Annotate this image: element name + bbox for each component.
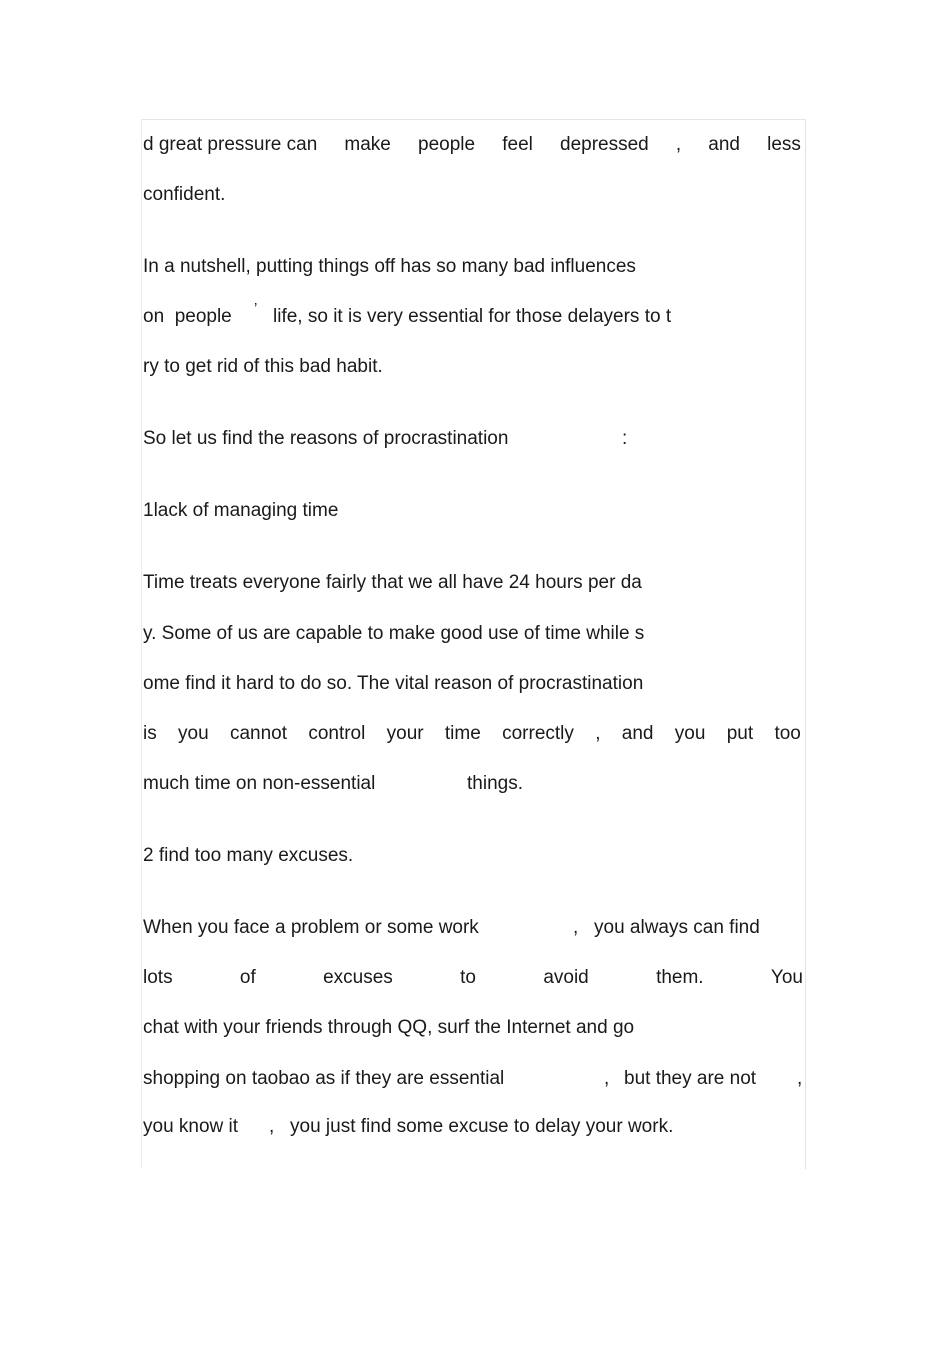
text-line-2: confident.	[143, 184, 226, 205]
text-line-12a: much time on non-essential	[143, 773, 376, 794]
text-line-17d: ,	[797, 1068, 803, 1089]
heading-1: 1lack of managing time	[143, 500, 339, 521]
text-line-17b: ,	[604, 1068, 610, 1089]
apostrophe-mark: ’	[254, 300, 258, 317]
text-line-12b: things.	[467, 773, 523, 794]
text-line-16: chat with your friends through QQ, surf the Internet and go	[143, 1017, 635, 1038]
text-line-5: ry to get rid of this bad habit.	[143, 356, 383, 377]
colon-mark: :	[622, 428, 628, 449]
text-line-17c: but they are not	[624, 1068, 757, 1089]
text-line-14c: you always can find	[594, 917, 760, 938]
text-line-9: y. Some of us are capable to make good use of time while s	[143, 623, 645, 644]
text-line-15: lots of excuses to avoid them. You	[143, 967, 803, 988]
heading-2: 2 find too many excuses.	[143, 845, 354, 866]
text-line-18a: you know it	[143, 1116, 239, 1137]
text-line-10: ome find it hard to do so. The vital reason of procrastination	[143, 673, 644, 694]
text-line-14b: ,	[573, 917, 579, 938]
text-line-8: Time treats everyone fairly that we all have 24 hours per da	[143, 572, 642, 593]
text-line-4b: life, so it is very essential for those delayers to t	[273, 306, 672, 327]
text-line-18c: you just find some excuse to delay your work.	[290, 1116, 674, 1137]
text-line-1: d great pressure can make people feel depressed , and less	[143, 134, 801, 155]
text-line-18b: ,	[269, 1116, 275, 1137]
text-line-14a: When you face a problem or some work	[143, 917, 479, 938]
text-line-17a: shopping on taobao as if they are essential	[143, 1068, 505, 1089]
text-line-11: is you cannot control your time correctly , and you put too	[143, 723, 801, 744]
text-line-4a: on people	[143, 306, 232, 327]
text-line-3: In a nutshell, putting things off has so many bad influences	[143, 256, 636, 277]
text-line-6: So let us find the reasons of procrastination	[143, 428, 509, 449]
